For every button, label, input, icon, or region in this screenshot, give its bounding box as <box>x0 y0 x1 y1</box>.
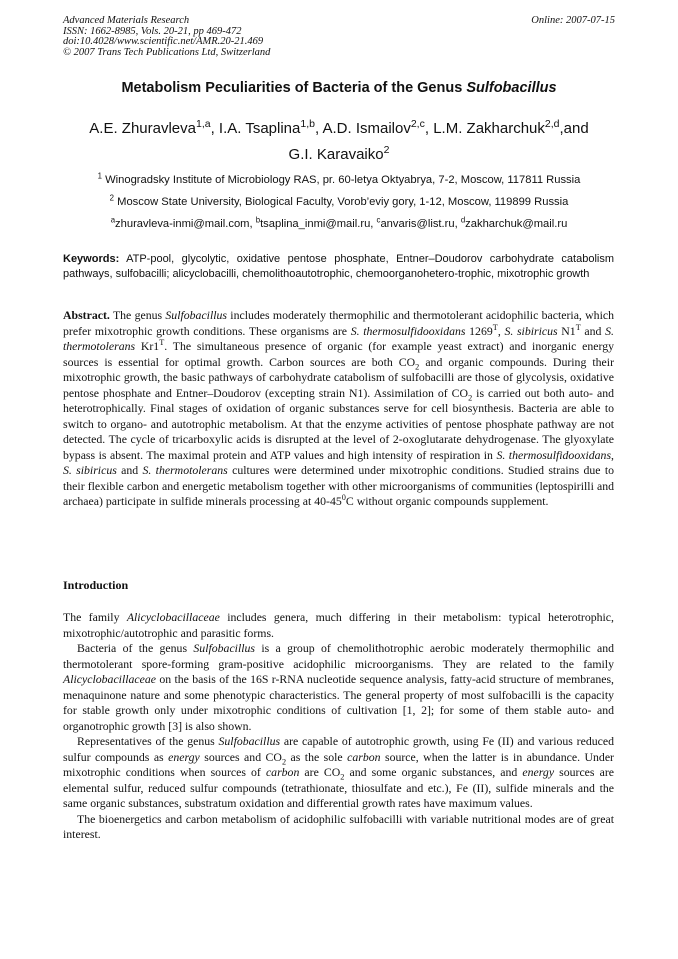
author-list <box>40 116 638 168</box>
online-date: Online: 2007-07-15 <box>531 15 615 26</box>
intro-paragraph: The family Alicyclobacillaceae includes genera, much differing in their metabolism: typical heterotrophic, mixotrophic/autotrophic and parasitic forms. <box>63 610 614 640</box>
intro-paragraph: The bioenergetics and carbon metabolism of acidophilic sulfobacilli with variable nutritional modes are of great interest. <box>63 811 614 841</box>
keywords: Keywords: ATP-pool, glycolytic, oxidative pentose phosphate, Entner–Doudorov carbohydrate catabolism pathways, sulfobacilli; alicyclobacilli, chemolithoautotrophic, chemoorganohetero-trophic, mixotrophic growth <box>63 253 614 280</box>
intro-paragraph: Representatives of the genus Sulfobacillus are capable of autotrophic growth, using Fe (II) and various reduced sulfur compounds as energy sources and $CO_2$ as the sole carbon source, when the latter is in abundance. Under mixotrophic conditions when sources of carbon are $CO_2$ and some organic substances, and energy sources are elemental sulfur, reduced sulfur compounds (tetrathionate, thiosulfate and etc.), Fe (II), sulfide minerals and the same organic substances, substratum oxidation and differential growth rates have maximum values. <box>63 734 614 810</box>
paper-title: Metabolism Peculiarities of Bacteria of the Genus Sulfobacillus <box>121 80 557 96</box>
author-emails: $^a$zhuravleva-inmi@mail.com, $^b$tsaplina_inmi@mail.ru, $^c$anvaris@list.ru, $^d$zakharchuk@mail.ru <box>110 215 568 230</box>
journal-issn: ISSN: 1662-8985, Vols. 20-21, pp 469-472 <box>63 25 242 37</box>
journal-copyright: © 2007 Trans Tech Publications Ltd, Switzerland <box>63 46 271 58</box>
affiliation-2: $^2$ Moscow State University, Biological Faculty, Vorob’eviy gory, 1-12, Moscow, 119899 Russia <box>109 193 569 208</box>
author-line-1: A.E. Zhuravleva$^{1,a}$, I.A. Tsaplina$^{1,b}$, A.D. Ismailov$^{2,c}$, L.M. Zakharchuk$^{2,d}$,and <box>89 118 589 137</box>
journal-header <box>63 16 270 58</box>
abstract: Abstract. The genus Sulfobacillus includes moderately thermophilic and thermotolerant acidophilic bacteria, which prefer mixotrophic growth conditions. These organisms are S. thermosulfidooxidans $1269^T$, S. sibiricus $N1^T$ and S. thermotolerans $Kr1^T$. The simultaneous presence of organic (for example yeast extract) and inorganic energy sources is essential for optimal growth. Carbon sources are both $CO_2$ and organic compounds. During their mixotrophic growth, the basic pathways of carbohydrate catabolism of sulfobacilli are those of glycolysis, oxidative pentose phosphate and Entner–Doudorov (excepting strain N1). Assimilation of $CO_2$ is carried out both auto- and heterotrophically. Final stages of oxidation of organic substances serve for cell biosynthesis. Bacteria are able to switch to organo- and autotrophic metabolism. At that the enzyme activities of pentose phosphate pathway are not detected. The cycle of tricarboxylic acids is disrupted at the level of 2-oxoglutarate dehydrogenase. The glyoxylate bypass is absent. The maximal protein and ATP values and high intensity of respiration in S. thermosulfidooxidans, S. sibiricus and S. thermotolerans cultures were determined under mixotrophic conditions. Studied strains due to their flexible carbon and energetic metabolism together with other microorganisms of communities (leptospirilli and archaea) participate in sulfide minerals processing at $40-45^0C$ without organic compounds supplement. <box>63 308 615 508</box>
intro-paragraph: Bacteria of the genus Sulfobacillus is a group of chemolithotrophic aerobic moderately thermophilic and thermotolerant spore-forming gram-positive acidophilic microorganisms. They are related to the family Alicyclobacillaceae on the basis of the 16S r-RNA nucleotide sequence analysis, fatty-acid structure of membranes, menaquinone nature and some phenotypic characteristics. The general property of most sulfobacilli is the capacity for stable growth only under mixotrophic conditions of cultivation [1, 2]; for some of them stable auto- and organotrophic growth [3] is also shown. <box>63 641 615 733</box>
introduction-body <box>63 610 614 843</box>
affiliation-1: $^1$ Winogradsky Institute of Microbiology RAS, pr. 60-letya Oktyabrya, 7-2, Moscow, 117811 Russia <box>97 171 581 186</box>
section-heading-introduction: Introduction <box>63 578 129 592</box>
journal-doi: doi:10.4028/www.scientific.net/AMR.20-21.469 <box>63 36 264 47</box>
journal-name: Advanced Materials Research <box>63 15 190 26</box>
author-line-2: G.I. Karavaiko$^2$ <box>288 144 390 163</box>
